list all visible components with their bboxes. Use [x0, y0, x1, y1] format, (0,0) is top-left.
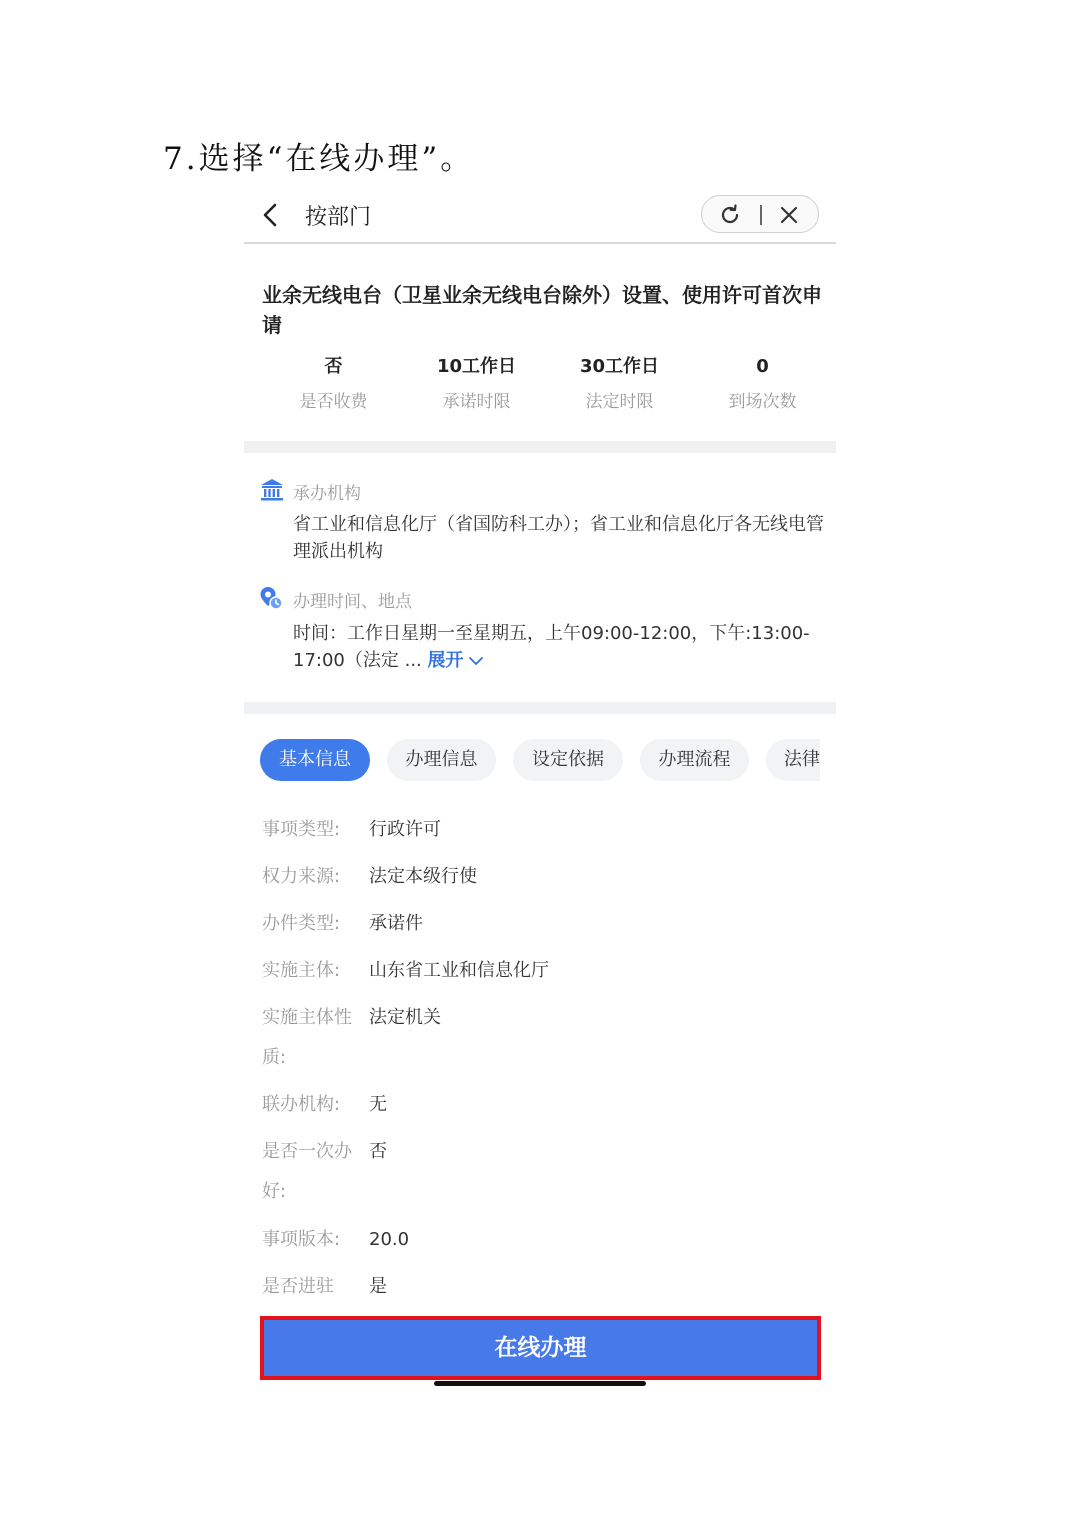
- field-value: 行政许可: [369, 819, 441, 840]
- close-icon[interactable]: [778, 204, 800, 226]
- stat-value: 30工作日: [579, 356, 660, 377]
- field-value: 法定本级行使: [369, 866, 477, 887]
- field-label: 事项类型:: [262, 819, 341, 840]
- miniprogram-capsule: [701, 195, 819, 233]
- field-value: 否: [369, 1141, 387, 1162]
- field-label: 实施主体性质:: [262, 1007, 352, 1068]
- field-value: 承诺件: [369, 913, 423, 934]
- item-stats: [262, 353, 818, 423]
- apply-online-button[interactable]: 在线办理: [494, 1335, 587, 1361]
- refresh-icon[interactable]: [718, 203, 742, 227]
- stat-promised-time: [405, 353, 548, 412]
- stat-label: 到场次数: [728, 392, 797, 412]
- stat-value: 0: [756, 356, 769, 377]
- tab-legal-basis[interactable]: 设定依据: [513, 739, 623, 781]
- field-label: 实施主体:: [262, 960, 341, 981]
- field-label: 联办机构:: [262, 1094, 341, 1115]
- stat-label: 是否收费: [299, 392, 368, 412]
- nav-title: 按部门: [305, 205, 372, 230]
- field-value: 是: [369, 1276, 387, 1297]
- field-label: 办件类型:: [262, 913, 341, 934]
- phone-screen: [244, 190, 836, 1390]
- field-value: 20.0: [369, 1229, 410, 1250]
- schedule-label: 办理时间、地点: [293, 592, 412, 612]
- stat-legal-time: [548, 353, 691, 412]
- section-divider: [244, 441, 836, 453]
- stat-label: 法定时限: [585, 392, 654, 412]
- capsule-separator: [760, 205, 762, 225]
- section-divider: [244, 702, 836, 714]
- stat-value: 10工作日: [436, 356, 517, 377]
- field-label: 是否一次办好:: [262, 1141, 352, 1202]
- agency-text: 省工业和信息化厅（省国防科工办）；省工业和信息化厅各无线电管理派出机构: [293, 514, 824, 562]
- expand-label: 展开: [427, 650, 464, 671]
- item-title: 业余无线电台（卫星业余无线电台除外）设置、使用许可首次申请: [262, 283, 822, 337]
- agency-label: 承办机构: [293, 484, 361, 504]
- institution-icon: [259, 477, 285, 503]
- time-location-icon: [258, 585, 284, 611]
- stat-visit-count: [691, 353, 834, 412]
- document-step-heading: 7.选择“在线办理”。: [163, 141, 475, 177]
- back-arrow-icon[interactable]: [258, 200, 282, 230]
- stat-label: 承诺时限: [442, 392, 511, 412]
- chevron-down-icon: [468, 655, 484, 667]
- field-value: 山东省工业和信息化厅: [369, 960, 549, 981]
- field-value: 无: [369, 1094, 387, 1115]
- field-label: 权力来源:: [262, 866, 341, 887]
- schedule-text: 时间：工作日星期一至星期五，上午09:00-12:00，下午:13:00-17:00（法定 ...: [293, 623, 810, 671]
- tab-law[interactable]: 法律: [766, 739, 820, 781]
- field-label: 是否进驻: [262, 1276, 334, 1297]
- cta-highlight-box: [260, 1316, 821, 1380]
- tab-process[interactable]: 办理流程: [640, 739, 749, 781]
- tab-handling-info[interactable]: 办理信息: [387, 739, 496, 781]
- stat-value: 否: [324, 356, 343, 377]
- stat-fee: [262, 353, 405, 412]
- tab-bar: [260, 739, 820, 783]
- expand-link[interactable]: [428, 650, 484, 671]
- schedule-text-block: [293, 620, 827, 674]
- tab-basic-info[interactable]: 基本信息: [260, 739, 370, 781]
- top-navigation-bar: [244, 190, 836, 244]
- field-label: 事项版本:: [262, 1229, 341, 1250]
- field-value: 法定机关: [369, 1007, 441, 1028]
- home-indicator: [434, 1381, 646, 1386]
